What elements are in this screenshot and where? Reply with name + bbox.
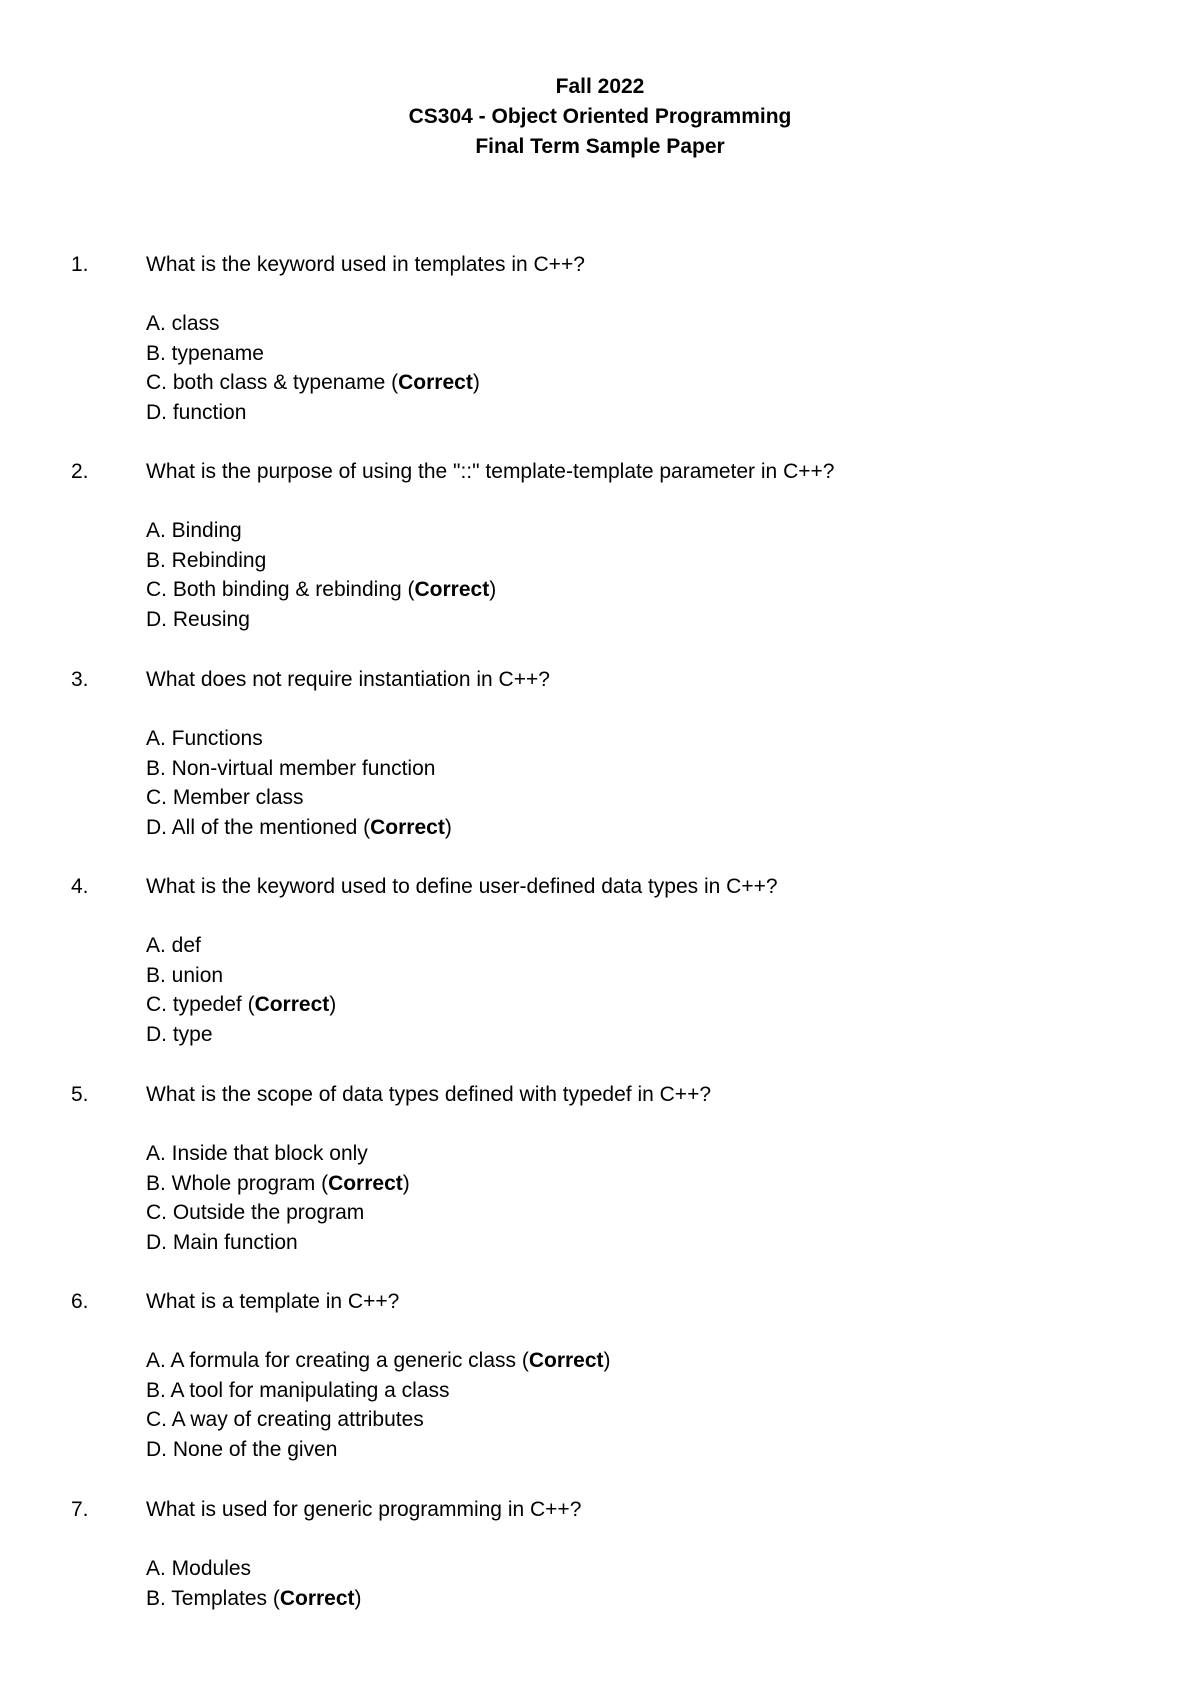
question-text: What is the scope of data types defined with typedef in C++?: [146, 1083, 712, 1106]
question-text: What is the keyword used to define user-defined data types in C++?: [146, 875, 778, 898]
answer-option: [146, 724, 1131, 754]
option-text: A. def: [146, 934, 201, 957]
option-list: [146, 724, 1131, 842]
answer-option: [146, 1405, 1131, 1435]
correct-marker: Correct: [279, 1586, 355, 1610]
option-text: D. All of the mentioned: [146, 815, 358, 839]
correct-marker: Correct: [370, 815, 445, 839]
answer-option: [146, 1376, 1131, 1406]
option-text: B. A tool for manipulating a class: [146, 1378, 450, 1402]
option-text: A. Functions: [146, 727, 263, 750]
question-text: What is the keyword used in templates in C++?: [146, 253, 585, 276]
question-row: [71, 665, 1131, 695]
answer-option: [146, 1020, 1131, 1050]
question-text: What is used for generic programming in C++?: [146, 1498, 582, 1521]
option-text: D. type: [146, 1022, 213, 1046]
option-text: D. None of the given: [146, 1437, 338, 1461]
option-list: [146, 1554, 1131, 1613]
answer-option: [146, 516, 1131, 546]
option-text: C. both class & typename: [146, 371, 386, 394]
question-row: [71, 872, 1131, 902]
question-3: [71, 665, 1131, 842]
correct-marker: Correct: [328, 1171, 403, 1195]
paper-header: [0, 72, 1200, 162]
course-title: CS304 - Object Oriented Programming: [408, 105, 792, 128]
answer-option: [146, 931, 1131, 961]
answer-option: [146, 783, 1131, 813]
answer-option: [146, 1228, 1131, 1258]
answer-option: [146, 546, 1131, 576]
option-text: A. Inside that block only: [146, 1142, 368, 1165]
question-1: [71, 250, 1131, 427]
semester-title: Fall 2022: [555, 75, 645, 98]
answer-option: [146, 1198, 1131, 1228]
correct-marker: Correct: [254, 993, 330, 1016]
question-row: [71, 1495, 1131, 1525]
answer-option: D. All of the mentioned (Correct): [146, 815, 452, 839]
answer-option: B. Whole program (Correct): [146, 1171, 410, 1195]
option-list: [146, 516, 1131, 634]
option-text: A. A formula for creating a generic class: [146, 1349, 517, 1372]
answer-option: [146, 605, 1131, 635]
option-text: C. Both binding & rebinding: [146, 578, 402, 601]
question-number: 1.: [71, 253, 89, 276]
answer-option: B. Templates (Correct): [146, 1586, 362, 1610]
answer-option: [146, 754, 1131, 784]
answer-option: [146, 398, 1131, 428]
question-number: 3.: [71, 668, 89, 691]
question-text: What does not require instantiation in C++?: [146, 668, 550, 691]
answer-option: [146, 1435, 1131, 1465]
option-text: C. A way of creating attributes: [146, 1408, 424, 1431]
answer-option: [146, 961, 1131, 991]
option-text: A. class: [146, 312, 220, 335]
question-row: [71, 457, 1131, 487]
option-list: [146, 931, 1131, 1049]
option-text: D. function: [146, 400, 247, 424]
option-list: [146, 309, 1131, 427]
correct-marker: Correct: [414, 578, 490, 601]
paper-title: Final Term Sample Paper: [475, 135, 725, 158]
answer-option: C. typedef (Correct): [146, 993, 337, 1016]
answer-option: A. A formula for creating a generic class (Correct): [146, 1349, 611, 1372]
correct-marker: Correct: [398, 371, 473, 394]
option-text: B. Whole program: [146, 1171, 316, 1195]
answer-option: C. both class & typename (Correct): [146, 371, 480, 394]
question-number: 7.: [71, 1498, 89, 1521]
question-number: 5.: [71, 1083, 89, 1106]
option-list: [146, 1139, 1131, 1257]
question-7: [71, 1495, 1131, 1613]
option-text: A. Modules: [146, 1557, 252, 1580]
option-text: C. Member class: [146, 786, 304, 809]
question-row: [71, 1287, 1131, 1317]
answer-option: [146, 309, 1131, 339]
question-row: [71, 1080, 1131, 1110]
option-list: [146, 1346, 1131, 1464]
question-4: [71, 872, 1131, 1049]
question-5: [71, 1080, 1131, 1257]
question-number: 6.: [71, 1290, 89, 1313]
question-row: [71, 250, 1131, 280]
option-text: D. Main function: [146, 1230, 298, 1254]
option-text: C. typedef: [146, 993, 242, 1016]
question-number: 4.: [71, 875, 89, 898]
question-text: What is a template in C++?: [146, 1290, 400, 1313]
correct-marker: Correct: [528, 1349, 604, 1372]
option-text: B. Rebinding: [146, 548, 267, 572]
question-6: [71, 1287, 1131, 1464]
question-2: [71, 457, 1131, 634]
answer-option: [146, 1139, 1131, 1169]
question-number: 2.: [71, 460, 89, 483]
answer-option: C. Both binding & rebinding (Correct): [146, 578, 497, 601]
option-text: B. Non-virtual member function: [146, 756, 436, 780]
answer-option: [146, 1554, 1131, 1584]
option-text: B. typename: [146, 341, 264, 365]
option-text: A. Binding: [146, 519, 242, 542]
option-text: C. Outside the program: [146, 1201, 365, 1224]
option-text: B. union: [146, 963, 224, 987]
option-text: D. Reusing: [146, 607, 250, 631]
answer-option: [146, 339, 1131, 369]
option-text: B. Templates: [146, 1586, 268, 1610]
question-text: What is the purpose of using the "::" template-template parameter in C++?: [146, 460, 835, 483]
